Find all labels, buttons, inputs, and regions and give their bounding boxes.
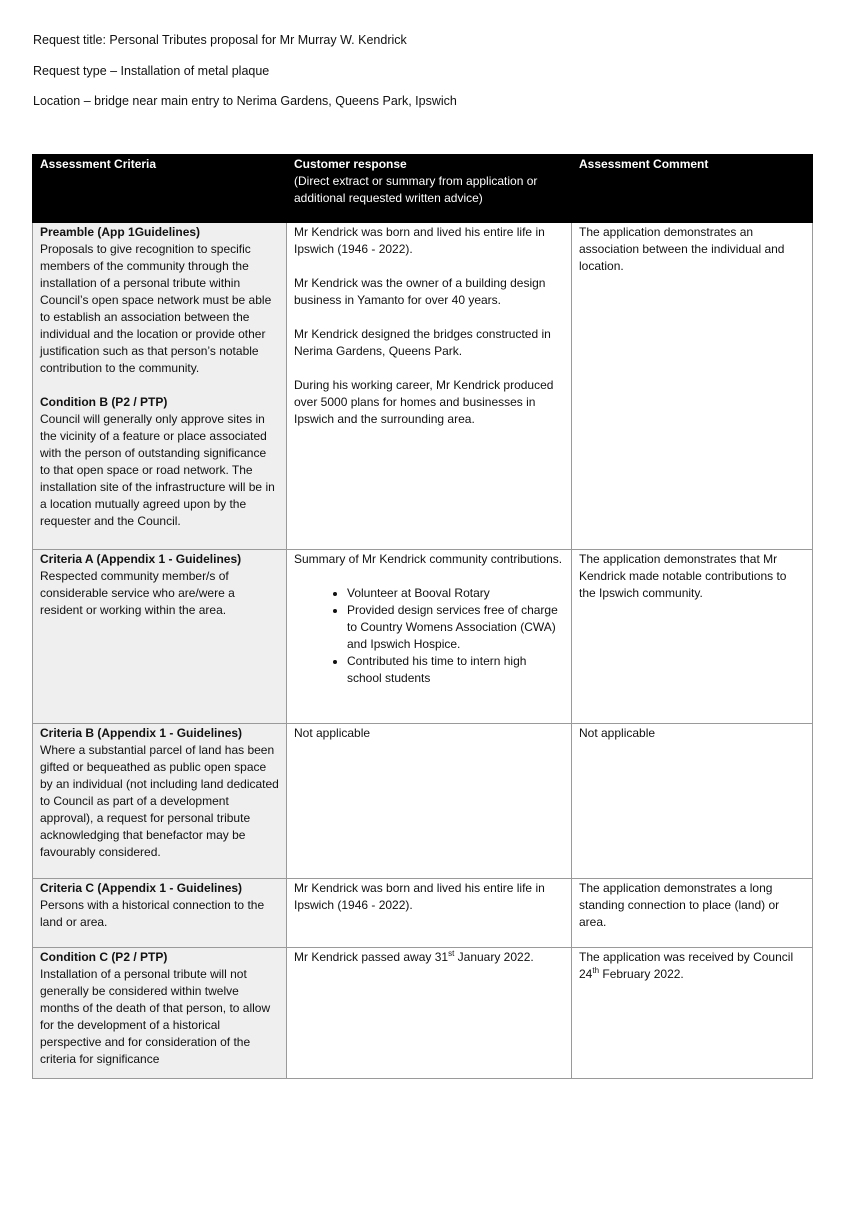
criteria-text: Respected community member/s of considerable service who are/were a resident or working within the area. [40,569,235,617]
comment-cell [572,223,813,550]
response-text: During his working career, Mr Kendrick produced over 5000 plans for homes and businesses in Ipswich and the surrounding area. [294,378,554,426]
response-text: Mr Kendrick passed away 31st January 2022. [294,949,534,964]
criteria-text: Proposals to give recognition to specific members of the community through the installation of a personal tribute within Council’s open space network must be able to establish an association between the individual and the location or provide other justification such as that person’s notable contribution to the community. [40,242,272,375]
criteria-title: Condition C (P2 / PTP) [40,950,168,964]
header-assessment-comment: Assessment Comment [572,155,813,223]
comment-text: The application was received by Council 24th February 2022. [579,950,794,981]
table-row [33,724,813,879]
list-item: • Contributed his time to intern high school students [347,653,564,687]
request-summary [33,32,813,124]
response-text: Mr Kendrick was the owner of a building design business in Yamanto for over 40 years. [294,276,546,307]
response-text: Mr Kendrick was born and lived his entire life in Ipswich (1946 - 2022). [294,225,545,256]
header-customer-response: Customer response (Direct extract or summary from application or additional requested written advice) [287,155,572,223]
list-item: • Volunteer at Booval Rotary [347,585,564,602]
criteria-text: Installation of a personal tribute will not generally be considered within twelve months of the death of that person, to allow for the development of a historical perspective and for consideration of the criteria for significance [40,967,271,1066]
request-location: Location – bridge near main entry to Nerima Gardens, Queens Park, Ipswich [33,94,457,108]
comment-cell [572,724,813,879]
response-text: Not applicable [294,726,371,740]
criteria-cell [33,223,287,550]
criteria-text: Where a substantial parcel of land has been gifted or bequeathed as public open space by an individual (not including land dedicated to Council as part of a development approval), a request for personal tribute acknowledging that benefactor may be favourably considered. [40,743,279,859]
criteria-title: Criteria A (Appendix 1 - Guidelines) [40,552,242,566]
criteria-title: Criteria C (Appendix 1 - Guidelines) [40,881,243,895]
criteria-title: Preamble (App 1Guidelines) [40,225,201,239]
comment-cell [572,550,813,724]
response-text: Mr Kendrick designed the bridges constructed in Nerima Gardens, Queens Park. [294,327,551,358]
list-item: • Provided design services free of charge to Country Womens Association (CWA) and Ipswich Hospice. [347,602,564,653]
request-type: Request type – Installation of metal plaque [33,63,270,78]
response-cell [287,223,572,550]
table-row [33,550,813,724]
response-cell [287,879,572,948]
table-row [33,223,813,550]
response-text: Summary of Mr Kendrick community contributions. [294,552,563,566]
criteria-cell [33,879,287,948]
comment-text: Not applicable [579,726,656,740]
table-header-row [33,155,813,223]
response-cell [287,550,572,724]
response-cell [287,724,572,879]
criteria-text: Persons with a historical connection to the land or area. [40,898,265,929]
assessment-table [32,154,813,1079]
criteria-cell [33,948,287,1079]
header-response-note: (Direct extract or summary from application or additional requested written advice) [294,174,538,205]
comment-cell [572,948,813,1079]
header-assessment-criteria: Assessment Criteria [33,155,287,223]
response-cell [287,948,572,1079]
criteria-text: Council will generally only approve sites in the vicinity of a feature or place associated with the person of outstanding significance to that open space or road network. The installation site of the infrastructure will be in a location mutually agreed upon by the requester and the Council. [40,412,275,528]
criteria-title: Condition B (P2 / PTP) [40,395,168,409]
table-row [33,879,813,948]
table-row [33,948,813,1079]
contributions-list [294,585,564,687]
request-title: Request title: Personal Tributes proposal for Mr Murray W. Kendrick [33,33,407,47]
criteria-title: Criteria B (Appendix 1 - Guidelines) [40,726,243,740]
response-text: Mr Kendrick was born and lived his entire life in Ipswich (1946 - 2022). [294,881,545,912]
criteria-cell [33,724,287,879]
comment-text: The application demonstrates that Mr Kendrick made notable contributions to the Ipswich community. [579,552,787,600]
criteria-cell [33,550,287,724]
comment-cell [572,879,813,948]
comment-text: The application demonstrates an association between the individual and location. [579,225,785,273]
comment-text: The application demonstrates a long standing connection to place (land) or area. [579,881,780,929]
